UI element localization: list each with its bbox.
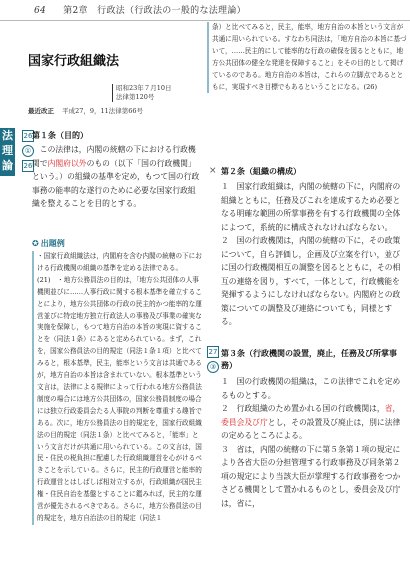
article-1-title: 第１条（目的） [32, 131, 88, 140]
page-header [0, 0, 410, 21]
side-tab-label: 法理論 [2, 129, 13, 172]
article-3-para-2 [221, 402, 402, 443]
article-2-para-1: １ 国家行政組織は，内閣の統轄の下に，内閣府の組織とともに，任務及びこれを達成するため必要となる明確な範囲の所掌事務を有する行政機関の全体によつて，系統的に構成されなければならない。 [221, 182, 401, 232]
lightbulb-icon: ✪ [32, 239, 39, 248]
right-column [207, 22, 407, 580]
cross-mark-icon: × [209, 166, 217, 176]
article-3-para-3: ３ 省は，内閣の統轄の下に第５条第１項の規定により各省大臣の分担管理する行政事務及び同条第２項の規定により当該大臣が掌理する行政事務をつかさどる機関として置かれるものとし，委員会及び庁は，省に， [221, 444, 401, 508]
article-1 [32, 130, 202, 211]
exam-year-marker: 27 [208, 348, 218, 356]
left-column [20, 22, 205, 580]
article-1-text-rest: のもの（以下「国の行政機関」という。）の組織の基準を定め，もつて国の行政事務の能率的な遂行のために必要な国家行政組織を整えることを目的とする。 [32, 158, 200, 208]
exam-year-markers-right [207, 346, 221, 376]
article-3-highlight: 省，委員会及び庁 [221, 404, 401, 427]
exam-example-continued: 条）と比べてみると，民主，能率，地方自治の本旨という文言が共通に用いられている。すなわち同法は，「地方自治の本旨に基づいて，……民主的にして能率的な行政の確保を図るとともに，地方公共団体の健全な発達を保障すること」をその目的として掲げているのである。地方自治の本旨は，これらの立脚点であるとともに，実現すべき目標でもあるということになる。(26) [207, 22, 407, 93]
article-3-title: 第３条（行政機関の設置，廃止，任務及び所掌事務） [221, 349, 397, 370]
exam-example-body: ・国家行政組織法は，内閣府を含む内閣の統轄の下における行政機関の組織の基準を定める法律である。(21) ・地方公務員法の目的は，「地方公共団体の人事機関並びに……人事行政に関する根本基準を確立することにより，地方公共団体の行政の民主的かつ能率的な運営並びに特定地方独立行政法人の事務及び事業の確実な実施を保障し，もつて地方自治の本旨の実現に資することを（同法１条）にあると定められている。まず，これを，国家公務員法の目的規定（同法１条１項）と比べてみると，根本基準，民主，能率という文言は共通であるが，地方自治の本旨は含まれていない。根本基準という文言は，法律による規律によって行われる地方公務員法制度の場合には地方公共団体の，国家公務員制度の場合には独立行政委員会たる人事院の判断を尊重する趣旨である。次に，地方公務員法の目的規定を，国家行政組織法の目的規定（同法１条）と比べてみると，「能率」という文言だけが共通に用いられている。この文言は，国民・住民の税負担に配慮した行政組織運営を心がけるべきことを示している。さらに，民主的行政運営と能率的行政運営とはしばしば相対立するが，行政組織が国民主権・住民自治を基盤とすることに鑑みれば，民主的な運営が優先されるべきである。さらに，地方公務員法の目的規定を，地方自治法の目的規定（同法１ [32, 251, 205, 525]
article-2-title: 第２条（組織の構成） [221, 167, 301, 176]
article-1-highlight: 内閣府以外 [47, 158, 87, 168]
article-2-para-2: ２ 国の行政機関は，内閣の統轄の下に，その政策について，自ら評価し，企画及び立案を行い，並びに国の行政機関相互の調整を図るとともに，その相互の連絡を図り，すべて，一体として，行政機能を発揮するようにしなければならない。内閣府との政策についての調整及び連絡についても，同様とする。 [221, 236, 401, 326]
article-3-para-2-text: ２ 行政組織のため置かれる国の行政機関は， [221, 404, 385, 413]
law-title: 国家行政組織法 [28, 54, 120, 69]
article-3-para-1: １ 国の行政機関の組織は，この法律でこれを定めるものとする。 [221, 377, 401, 400]
article-1-text: この法律は，内閣の統轄の下における行政機関で [32, 145, 196, 168]
law-date: 昭和23年７月10日 [116, 84, 172, 92]
exam-count-marker: ③ [207, 361, 219, 373]
header-text [34, 3, 246, 16]
law-meta [112, 84, 172, 102]
chapter-title: 第2章 行政法（行政法の一般的な法理論） [63, 6, 246, 16]
amendment-text: 平成27，9，11法律第66号 [62, 107, 144, 115]
article-2 [221, 166, 402, 329]
law-number: 法律第120号 [116, 93, 155, 101]
article-3 [221, 348, 402, 510]
side-index-tab[interactable] [0, 128, 15, 176]
article-3-para-2-rest: とし，その設置及び廃止は，別に法律の定めるところによる。 [221, 417, 401, 440]
page-number: 64 [34, 6, 47, 16]
exam-example-heading-text: 出題例 [40, 239, 65, 248]
exam-example-box [32, 238, 205, 525]
law-amendment [28, 106, 143, 115]
exam-year-marker: 26 [23, 162, 33, 170]
exam-example-heading [32, 238, 205, 249]
exam-count-marker: ① [22, 145, 34, 157]
amendment-label: 最近改正 [28, 107, 54, 115]
exam-year-marker: 26 [23, 132, 33, 140]
article-1-body [32, 143, 202, 211]
